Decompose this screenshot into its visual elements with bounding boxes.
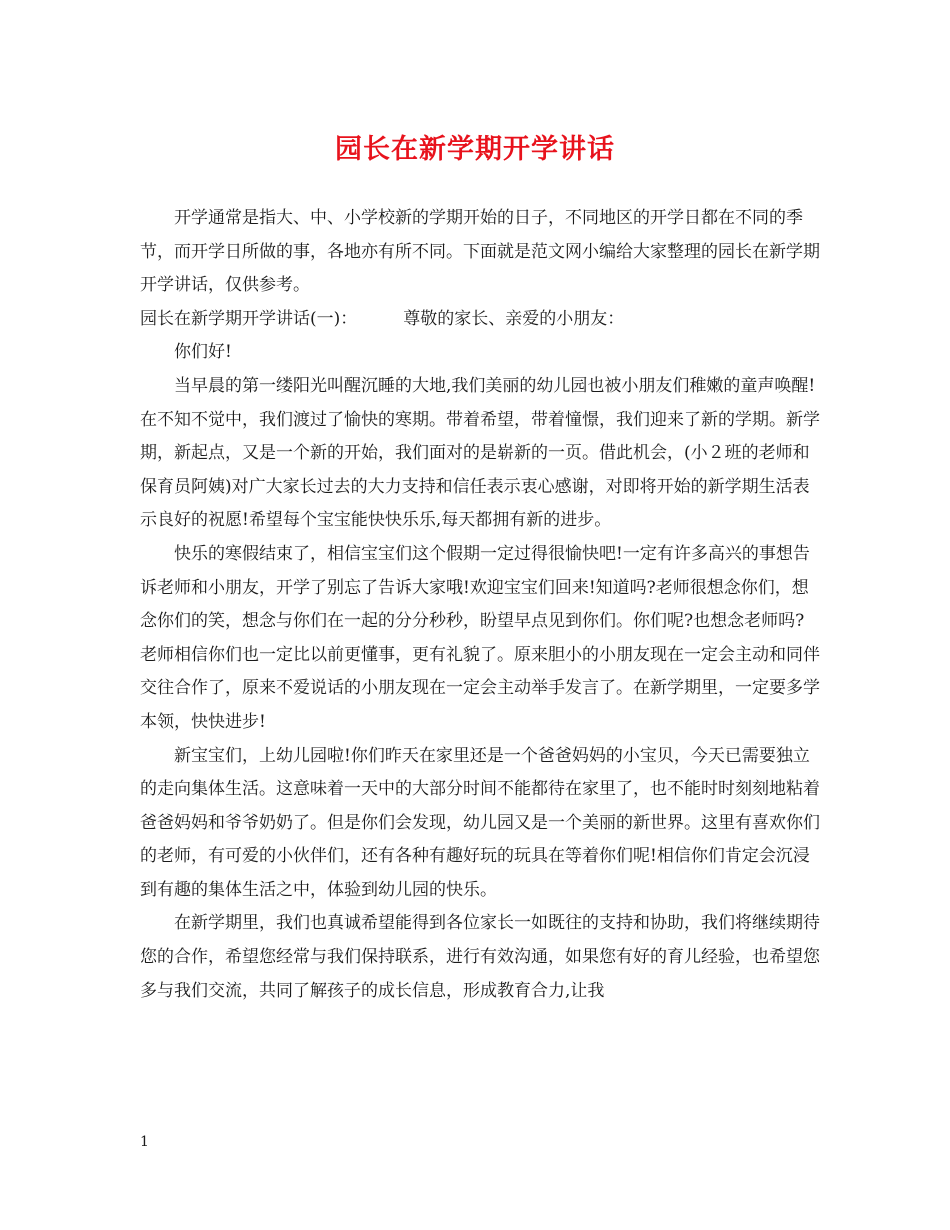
body-paragraph: 当早晨的第一缕阳光叫醒沉睡的大地,我们美丽的幼儿园也被小朋友们稚嫩的童声唤醒!在不知不觉中，我们渡过了愉快的寒期。带着希望，带着憧憬，我们迎来了新的学期。新学期，新起点，又是一个新的开始，我们面对的是崭新的一页。借此机会，(小２班的老师和保育员阿姨)对广大家长过去的大力支持和信任表示衷心感谢，对即将开始的新学期生活表示良好的祝愿!希望每个宝宝能快快乐乐,每天都拥有新的进步。 xyxy=(140,375,820,531)
section-heading: 园长在新学期开学讲话(一)： xyxy=(140,308,358,329)
page-title: 园长在新学期开学讲话 xyxy=(335,134,615,165)
body-paragraph: 快乐的寒假结束了，相信宝宝们这个假期一定过得很愉快吧!一定有许多高兴的事想告诉老师和小朋友，开学了别忘了告诉大家哦!欢迎宝宝们回来!知道吗?老师很想念你们，想念你们的笑，想念与你们在一起的分分秒秒，盼望早点见到你们。你们呢?也想念老师吗?老师相信你们也一定比以前更懂事，更有礼貌了。原来胆小的小朋友现在一定会主动和同伴交往合作了，原来不爱说话的小朋友现在一定会主动举手发言了。在新学期里，一定要多学本领，快快进步! xyxy=(140,543,820,732)
intro-paragraph: 开学通常是指大、中、小学校新的学期开始的日子，不同地区的开学日都在不同的季节，而开学日所做的事，各地亦有所不同。下面就是范文网小编给大家整理的园长在新学期开学讲话，仅供参考。 xyxy=(140,208,820,296)
greeting-paragraph: 你们好! xyxy=(174,342,232,363)
body-paragraph: 新宝宝们，上幼儿园啦!你们昨天在家里还是一个爸爸妈妈的小宝贝，今天已需要独立的走向集体生活。这意味着一天中的大部分时间不能都待在家里了，也不能时时刻刻地粘着爸爸妈妈和爷爷奶奶了。但是你们会发现，幼儿园又是一个美丽的新世界。这里有喜欢你们的老师，有可爱的小伙伴们，还有各种有趣好玩的玩具在等着你们呢!相信你们肯定会沉浸到有趣的集体生活之中，体验到幼儿园的快乐。 xyxy=(140,745,820,900)
body-paragraph: 在新学期里，我们也真诚希望能得到各位家长一如既往的支持和协助，我们将继续期待您的合作，希望您经常与我们保持联系，进行有效沟通，如果您有好的育儿经验，也希望您多与我们交流，共同了解孩子的成长信息，形成教育合力,让我 xyxy=(140,913,820,1001)
section-heading-line xyxy=(140,303,820,337)
page-number: 1 xyxy=(140,1134,149,1150)
document-body xyxy=(140,202,820,1008)
salutation: 尊敬的家长、亲爱的小朋友： xyxy=(403,308,625,329)
